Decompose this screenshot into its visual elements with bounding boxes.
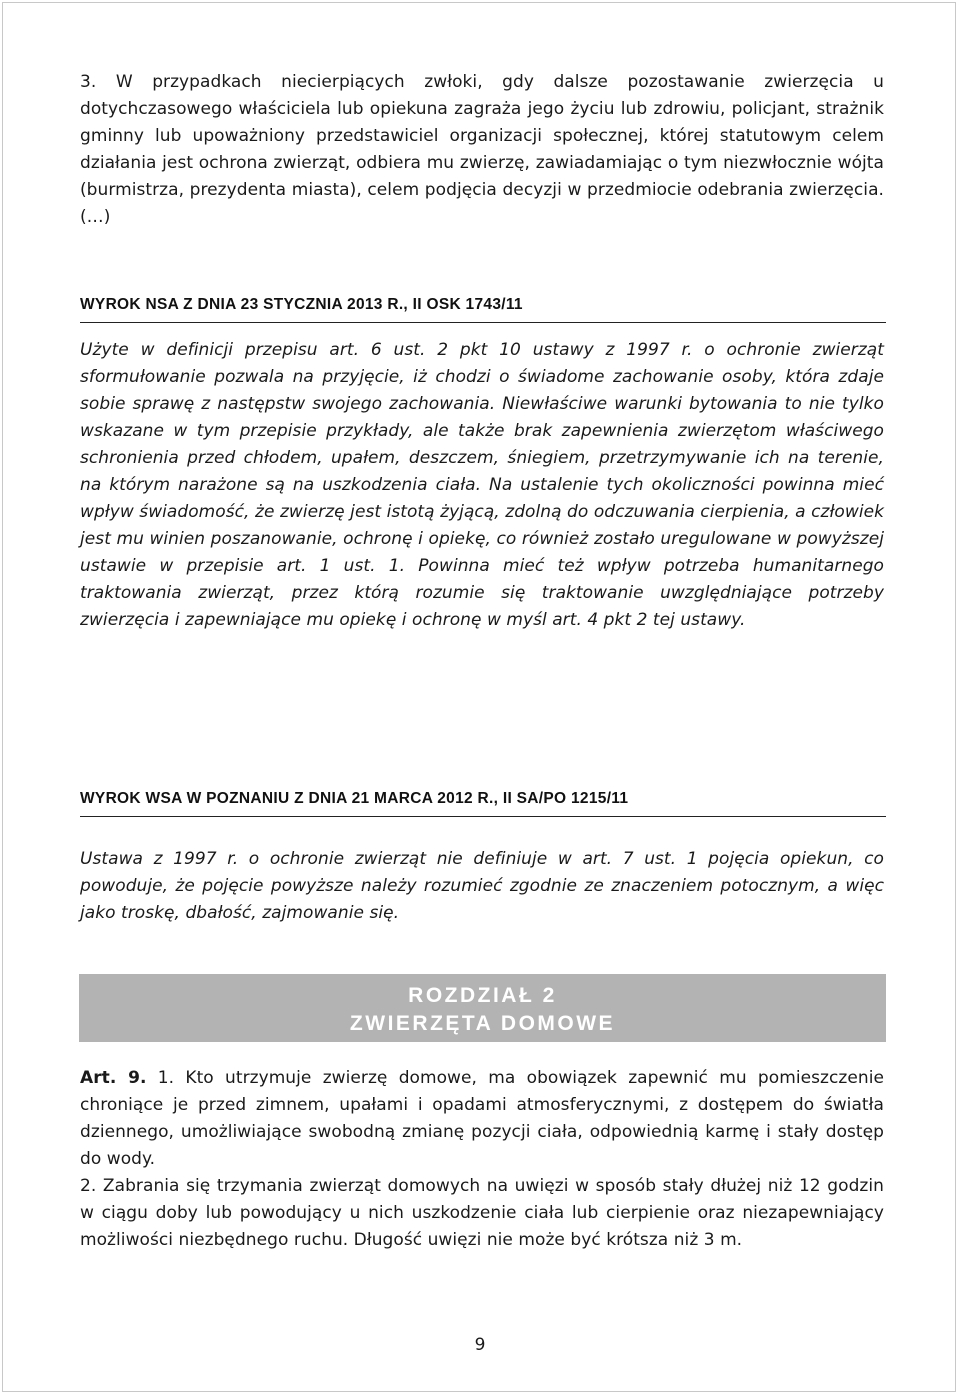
article-9-text-1: 1. Kto utrzymuje zwierzę domowe, ma obowiązek zapewnić mu pomieszczenie chroniące je przed zimnem, upałami i opadami atmosferycznymi, z dostępem do światła dziennego, umożliwiające swobodną zmianę pozycji ciała, odpowiednią karmę i stały dostęp do wody. <box>80 1068 884 1169</box>
ruling-wsa-text: Ustawa z 1997 r. o ochronie zwierząt nie definiuje w art. 7 ust. 1 pojęcia opiekun, co powoduje, że pojęcie powyższe należy rozumieć zgodnie ze znaczeniem potocznym, a więc jako troskę, dbałość, zajmowanie się. <box>80 849 884 923</box>
chapter-number: ROZDZIAŁ 2 <box>408 984 557 1007</box>
article-8-paragraph-3: 3. W przypadkach niecierpiących zwłoki, gdy dalsze pozostawanie zwierzęcia u dotychczasowego właściciela lub opiekuna zagraża jego życiu lub zdrowiu, policjant, strażnik gminny lub upoważniony przedstawiciel organizacji społecznej, której statutowym celem działania jest ochrona zwierząt, odbiera mu zwierzę, zawiadamiając o tym niezwłocznie wójta (burmistrza, prezydenta miasta), celem podjęcia decyzji w przedmiocie odebrania zwierzęcia. (…) <box>80 72 884 227</box>
ruling-wsa-heading: WYROK WSA W POZNANIU Z DNIA 21 MARCA 2012 R., II SA/PO 1215/11 <box>80 790 886 817</box>
article-9-paragraph-1 <box>80 1065 884 1173</box>
page-number: 9 <box>474 1335 486 1355</box>
ruling-nsa-heading: WYROK NSA Z DNIA 23 STYCZNIA 2013 R., II OSK 1743/11 <box>80 296 886 323</box>
chapter-title: ZWIERZĘTA DOMOWE <box>349 1012 616 1035</box>
ruling-nsa-text: Użyte w definicji przepisu art. 6 ust. 2 pkt 10 ustawy z 1997 r. o ochronie zwierząt sformułowanie pozwala na przyjęcie, iż chodzi o świadome zachowanie osoby, która zdaje sobie sprawę z następstw swojego zachowania. Niewłaściwe warunki bytowania to nie tylko wskazane w tym przepisie przykłady, ale także brak zapewnienia zwierzętom właściwego schronienia przed chłodem, upałem, deszczem, śniegiem, przetrzymywanie ich na terenie, na którym narażone są na uszkodzenia ciała. Na ustalenie tych okoliczności powinna mieć wpływ świadomość, że zwierzę jest istotą żyjącą, zdolną do odczuwania cierpienia, a człowiek jest mu winien poszanowanie, ochronę i opiekę, co również zostało uregulowane w powyższej ustawie w przepisie art. 1 ust. 1. Powinna mieć też wpływ potrzeba humanitarnego traktowania zwierząt, przez którą rozumie się traktowanie uwzględniające potrzeby zwierzęcia i zapewniające mu opiekę i ochronę w myśl art. 4 pkt 2 tej ustawy. <box>80 340 884 630</box>
chapter-banner <box>79 974 886 1042</box>
article-9-paragraph-2: 2. Zabrania się trzymania zwierząt domowych na uwięzi w sposób stały dłużej niż 12 godzin w ciągu doby lub powodujący u nich uszkodzenie ciała lub cierpienie oraz niezapewniający możliwości niezbędnego ruchu. Długość uwięzi nie może być krótsza niż 3 m. <box>80 1176 884 1250</box>
article-9-label: Art. 9. <box>80 1068 147 1088</box>
